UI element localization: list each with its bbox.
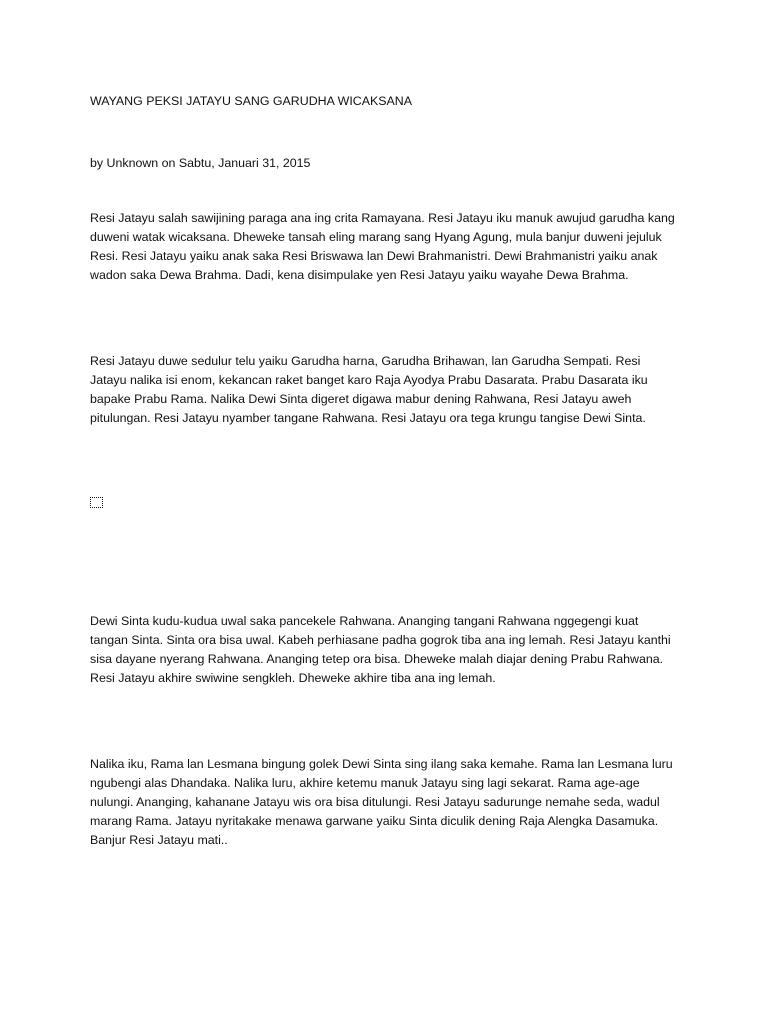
- missing-glyph-icon: [90, 497, 103, 508]
- paragraph-1-line-3: Resi. Resi Jatayu yaiku anak saka Resi Briswawa lan Dewi Brahmanistri. Dewi Brahmanistri yaiku anak: [90, 249, 658, 263]
- paragraph-3-line-1: Dewi Sinta kudu-kudua uwal saka pancekele Rahwana. Ananging tangani Rahwana nggegengi kuat: [90, 614, 639, 628]
- paragraph-4-line-4: marang Rama. Jatayu nyritakake menawa garwane yaiku Sinta diculik dening Raja Alengka Dasamuka.: [90, 814, 659, 828]
- paragraph-4-line-3: nulungi. Ananging, kahanane Jatayu wis ora bisa ditulungi. Resi Jatayu sadurunge nemahe seda, wadul: [90, 795, 660, 809]
- paragraph-1-line-2: duweni watak wicaksana. Dheweke tansah eling marang sang Hyang Agung, mula banjur duweni jejuluk: [90, 230, 662, 244]
- document-byline: by Unknown on Sabtu, Januari 31, 2015: [90, 156, 311, 170]
- paragraph-2-line-2: Jatayu nalika isi enom, kekancan raket banget karo Raja Ayodya Prabu Dasarata. Prabu Dasarata iku: [90, 373, 648, 387]
- paragraph-4-line-1: Nalika iku, Rama lan Lesmana bingung golek Dewi Sinta sing ilang saka kemahe. Rama lan Lesmana luru: [90, 757, 673, 771]
- paragraph-3-line-2: tangan Sinta. Sinta ora bisa uwal. Kabeh perhiasane padha gogrok tiba ana ing lemah. Resi Jatayu kanthi: [90, 633, 671, 647]
- paragraph-1-line-1: Resi Jatayu salah sawijining paraga ana ing crita Ramayana. Resi Jatayu iku manuk awujud garudha kang: [90, 211, 675, 225]
- paragraph-4-line-5: Banjur Resi Jatayu mati..: [90, 833, 228, 847]
- paragraph-2-line-4: pitulungan. Resi Jatayu nyamber tangane Rahwana. Resi Jatayu ora tega krungu tangise Dewi Sinta.: [90, 411, 646, 425]
- paragraph-1-line-4: wadon saka Dewa Brahma. Dadi, kena disimpulake yen Resi Jatayu yaiku wayahe Dewa Brahma.: [90, 268, 629, 282]
- paragraph-3-line-4: Resi Jatayu akhire swiwine sengkleh. Dheweke akhire tiba ana ing lemah.: [90, 671, 496, 685]
- paragraph-3-line-3: sisa dayane nyerang Rahwana. Ananging tetep ora bisa. Dheweke malah diajar dening Prabu Rahwana.: [90, 652, 664, 666]
- paragraph-2-line-1: Resi Jatayu duwe sedulur telu yaiku Garudha harna, Garudha Brihawan, lan Garudha Sempati. Resi: [90, 354, 641, 368]
- document-title: WAYANG PEKSI JATAYU SANG GARUDHA WICAKSANA: [90, 94, 412, 108]
- paragraph-4-line-2: ngubengi alas Dhandaka. Nalika luru, akhire ketemu manuk Jatayu sing lagi sekarat. Rama age-age: [90, 776, 640, 790]
- paragraph-2-line-3: bapake Prabu Rama. Nalika Dewi Sinta digeret digawa mabur dening Rahwana, Resi Jatayu aweh: [90, 392, 632, 406]
